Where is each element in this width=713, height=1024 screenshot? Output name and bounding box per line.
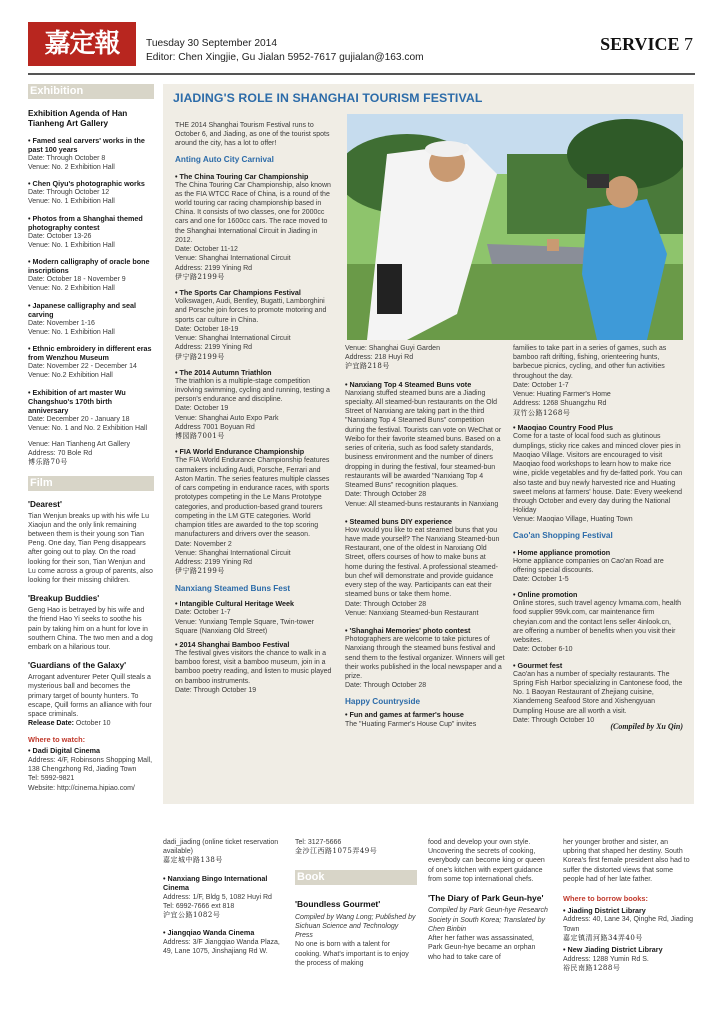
cinema-list — [28, 746, 154, 792]
farmer-venue: Venue: Huating Farmer's Home — [513, 391, 611, 399]
anting-event-line: Venue: Shanghai International Circuit — [175, 549, 291, 557]
exhibition-item-title: • Photos from a Shanghai themed photography contest — [28, 213, 143, 232]
anting-event-address-cn: 伊宁路2199号 — [175, 567, 225, 576]
cinema-line: Tel: 6992-7666 ext 818 — [163, 902, 235, 910]
exhibition-item-title: • Chen Qiyu's photographic works — [28, 179, 145, 189]
guyi-address-cn: 沪宜路218号 — [345, 362, 390, 371]
guyi-address: Address: 218 Huyi Rd — [345, 354, 414, 362]
exhibition-heading: Exhibition Agenda of Han Tianheng Art Gallery — [28, 109, 128, 128]
farmer-text: families to take part in a series of games, such as bamboo raft drifting, fishing, orienteering hunts, barbecue picnics, cycling, and other fun activities throughout the day. — [513, 345, 667, 380]
anting-event-line: Address: 2199 Yining Rd — [175, 558, 253, 566]
page-number: 7 — [684, 34, 693, 54]
book-1-title: 'Boundless Gourmet' — [295, 899, 381, 910]
film-section-bar: Film — [28, 476, 154, 491]
nanxiang-bun-event-title: • 'Shanghai Memories' photo contest — [345, 626, 471, 636]
book-1-text-cont: food and develop your own style. Uncovering the secrets of cooking, everybody can become king or queen of one's kitchen with expert guidance from some top international chefs. — [428, 839, 545, 883]
book-2 — [428, 893, 550, 962]
exhibition-item-line: Venue: No. 2 Exhibition Hall — [28, 285, 115, 293]
release-line — [28, 719, 154, 728]
anting-heading: Anting Auto City Carnival — [175, 154, 274, 164]
exhibition-item — [28, 257, 154, 293]
nanxiang-event-body: The festival gives visitors the chance to walk in a bamboo forest, visit a bamboo museum, join in a bamboo poetry reading, and listen to music played on bamboo instruments. — [175, 649, 332, 685]
anting-event-body: The triathlon is a multiple-stage competition involving swimming, cycling and running, testing a person's endurance and discipline. — [175, 377, 330, 404]
film-title: 'Guardians of the Galaxy' — [28, 661, 127, 671]
borrow-heading: Where to borrow books: — [563, 894, 648, 904]
anting-event-line: Venue: Shanghai Auto Expo Park — [175, 414, 279, 422]
library-line: Address: 40, Lane 34, Qinghe Rd, Jiading Town — [563, 916, 693, 933]
book-1 — [295, 899, 417, 968]
newspaper-logo: 嘉定報 — [28, 22, 136, 66]
dadi-address-cn: 嘉定城中路138号 — [163, 856, 223, 865]
exhibition-item-title: • Exhibition of art master Wu Changshuo's 170th birth anniversary — [28, 387, 126, 415]
dadi-website-cont: dadi_jiading (online ticket reservation available) — [163, 839, 279, 856]
festival-title: JIADING'S ROLE IN SHANGHAI TOURISM FESTIVAL — [173, 91, 483, 105]
library-item — [563, 906, 693, 943]
nanxiang-bun-event-line: Date: Through October 28 — [345, 682, 427, 690]
exhibition-item — [28, 344, 154, 380]
section-title — [600, 33, 693, 57]
cinema-name: • Dadi Digital Cinema — [28, 746, 101, 756]
nanxiang-event-title: • 2014 Shanghai Bamboo Festival — [175, 639, 290, 649]
anting-event-title: • The 2014 Autumn Triathlon — [175, 367, 272, 377]
cinema-line: Website: http://cinema.hipiao.com/ — [28, 784, 135, 792]
issue-date: Tuesday 30 September 2014 — [146, 38, 278, 49]
exhibition-item-title: • Famed seal carvers' works in the past 100 years — [28, 135, 145, 154]
festival-column-a — [175, 121, 335, 695]
exhibition-item — [28, 301, 154, 337]
left-column — [28, 84, 154, 793]
exhibition-item-line: Date: December 20 - January 18 — [28, 415, 130, 423]
anting-event-body: The FIA World Endurance Championship features carmakers including Audi, Porsche, Ferrari and Aston Martin. The series features multiple classes of cars competing in endurance races, with sports prototypes competing in the Le Mans Prototype categories, and production-based grand tourers competing in the LM GTE categories. World champion titles are awarded to the top scoring manufacturers and drivers over the season. — [175, 457, 330, 539]
festival-column-c — [513, 344, 683, 733]
exhibition-item — [28, 388, 154, 433]
header-rule — [28, 73, 695, 75]
anting-event-line: Date: November 2 — [175, 540, 232, 548]
anting-event-title: • The Sports Car Champions Festival — [175, 288, 301, 298]
film-book-column — [295, 838, 417, 968]
compiled-credit: (Compiled by Xu Qin) — [610, 722, 683, 732]
anting-event-line: Date: October 18-19 — [175, 325, 239, 333]
gallery-address: Address: 70 Bole Rd — [28, 450, 93, 458]
exhibition-item — [28, 179, 154, 206]
anting-event-line: Address: 2199 Yining Rd — [175, 344, 253, 352]
library-list — [563, 906, 693, 973]
where-to-watch: Where to watch: — [28, 734, 86, 744]
library-line: Address: 1288 Yumin Rd S. — [563, 955, 649, 963]
gallery-address-cn: 博乐路70号 — [28, 458, 68, 467]
exhibition-item — [28, 214, 154, 250]
caoan-event-line: Date: October 1-5 — [513, 576, 569, 584]
library-address-cn: 嘉定镇清河路34弄40号 — [563, 933, 643, 942]
anting-event — [175, 288, 335, 362]
maoqiao-body: Come for a taste of local food such as glutinous dumplings, sticky rice cakes and minced clover pies in Maoqiao Village. Visitors are encouraged to visit Maoqiao food workshops to learn how to make rice wine, pickle vegetables and fry de-fatted pork. You can also taste and buy newly harvested rice and Huating sweet melons at farmers' house. Date: Every weekend through October and every day during the National Holiday — [513, 433, 683, 515]
library-item — [563, 945, 693, 973]
exhibition-item-title: • Modern calligraphy of oracle bone inscriptions — [28, 257, 150, 276]
wanda-address-cn: 金沙江西路1075弄49号 — [295, 847, 378, 856]
exhibition-item-line: Venue: No. 1 Exhibition Hall — [28, 241, 115, 249]
gallery-info — [28, 440, 154, 468]
anting-event — [175, 172, 335, 283]
anting-event-title: • The China Touring Car Championship — [175, 171, 309, 181]
anting-event-line: Date: October 19 — [175, 405, 229, 413]
caoan-event-body: Home appliance companies on Cao'an Road are offering special discounts. — [513, 557, 664, 574]
library-address-cn: 裕民南路1288号 — [563, 963, 621, 972]
nanxiang-event-line: Venue: Yunxiang Temple Square, Twin-tower Square (Nanxiang Old Street) — [175, 618, 314, 635]
caoan-event — [513, 548, 683, 585]
exhibition-item-line: Date: November 1-16 — [28, 319, 95, 327]
happy-event-title: • Fun and games at farmer's house — [345, 710, 464, 720]
anting-event-line: Date: October 11-12 — [175, 246, 238, 254]
farmer-date: Date: October 1-7 — [513, 381, 569, 389]
anting-event-line: Address: 2199 Yining Rd — [175, 264, 253, 272]
release-label: Release Date: — [28, 720, 74, 728]
cinema-line: Tel: 5992-9821 — [28, 775, 75, 783]
book-1-credit: Compiled by Wang Long; Published by Sichuan Science and Technology Press — [295, 913, 416, 940]
gallery-venue: Venue: Han Tianheng Art Gallery — [28, 440, 130, 448]
wanda-tel: Tel: 3127-5666 — [295, 839, 342, 846]
nanxiang-bun-event-line: Venue: Nanxiang Steamed-bun Restaurant — [345, 609, 479, 617]
anting-event-address-cn: 伊宁路2199号 — [175, 272, 225, 281]
cinema-name: • Nanxiang Bingo International Cinema — [163, 873, 268, 893]
maoqiao-title: • Maoqiao Country Food Plus — [513, 422, 613, 432]
maoqiao-venue: Venue: Maoqiao Village, Huating Town — [513, 516, 633, 524]
caoan-event-title: • Online promotion — [513, 590, 578, 600]
film-synopsis: Geng Hao is betrayed by his wife and the friend Hao Yi seeks to soothe his pain by taking him on a hunt for love in southern China. The two men and a dog embark on a hilarious tour. — [28, 607, 153, 652]
nanxiang-heading: Nanxiang Steamed Buns Fest — [175, 584, 291, 594]
anting-events — [175, 172, 335, 577]
anting-event-body: The China Touring Car Championship, also known as the FIA WTCC Race of China, is a round of the world touring car racing championship based in China. It consists of two classes, one for 2000cc cars and one for 1600cc cars. The race moved to the Shanghai International Circuit in Jiading in 2012. — [175, 181, 331, 244]
nanxiang-event-line: Date: October 1-7 — [175, 609, 231, 617]
film-item — [28, 500, 154, 586]
nanxiang-bun-event-body: Photographers are welcome to take pictures of Nanxiang through the steamed buns festival and send them to the festival organizer. Winners will get their works published in the local newspaper and a prize. — [345, 636, 505, 681]
happy-countryside-heading: Happy Countryside — [345, 696, 421, 706]
caoan-heading: Cao'an Shopping Festival — [513, 530, 613, 540]
caoan-event-title: • Gourmet fest — [513, 660, 563, 670]
exhibition-item-line: Date: October 18 - November 9 — [28, 276, 126, 284]
mid-events — [345, 380, 505, 691]
book-column-2 — [428, 838, 550, 962]
anting-event-body: Volkswagen, Audi, Bentley, Bugatti, Lamborghini and Porsche join forces to promote motoring and sports car culture in China. — [175, 298, 327, 324]
cinema-address-cn: 沪宜公路1082号 — [163, 911, 221, 920]
cinema-name: • Jiangqiao Wanda Cinema — [163, 928, 255, 938]
nanxiang-bun-event-title: • Steamed buns DIY experience — [345, 516, 453, 526]
cinema-item — [163, 928, 285, 956]
cinema-list-2 — [163, 874, 285, 957]
film-item — [28, 661, 154, 719]
guyi-venue: Venue: Shanghai Guyi Garden — [345, 345, 440, 352]
dateline — [146, 37, 424, 65]
nanxiang-bun-event-body: Nanxiang stuffed steamed buns are a Jiading specialty. All steamed-bun restaurants on the Old Street of Nanxiang are taking part in the third "Nanxiang Top 4 Steamed Buns" competition during the festival. Tourists can vote on WeChat or Weibo for their favorite steamed buns. Based on a series of criteria, such as food safety standards, business environment and the number of diners dropping in during the festival, four steamed-bun restaurants will be awarded "Nanxiang Top 4 Steamed Buns" recognition plaques. — [345, 389, 502, 490]
fishing-photo — [347, 114, 683, 340]
caoan-event-title: • Home appliance promotion — [513, 547, 611, 557]
caoan-events — [513, 548, 683, 726]
book-section-bar: Book — [295, 870, 417, 885]
anting-event-address-cn: 伊宁路2199号 — [175, 352, 225, 361]
anting-event-line: Venue: Shanghai International Circuit — [175, 335, 291, 343]
nanxiang-bun-event-body: How would you like to eat steamed buns that you have made yourself? The Nanxiang Steamed-bun Restaurant, one of the oldest in Nanxiang Old Street, offers courses of how to make buns at home during the festival. A professional steamed-bun chef will demonstrate and provide guidance every step of the way. Participants can eat their steamed buns or take them home. — [345, 526, 500, 599]
caoan-event-body: Online stores, such travel agency lvmama.com, health food supplier 99vk.com, car maintenance firm cheyian.com and the contact lens seller 4inlook.cn, are offering a number of benefits when you visit their websites. — [513, 600, 682, 645]
exhibition-item-line: Date: Through October 8 — [28, 154, 106, 162]
nanxiang-bun-event — [345, 626, 505, 690]
book-2-text-cont: her younger brother and sister, an upbring that shaped her destiny. South Korea's first female president also had to suffer the distorted views that some people had of her late father. — [563, 839, 690, 883]
exhibition-item-line: Venue: No. 1 and No. 2 Exhibition Hall — [28, 424, 148, 432]
nanxiang-event — [175, 599, 335, 636]
book-2-text: After her father was assassinated, Park Geun-hye became an orphan who had to take care of — [428, 935, 536, 961]
farmer-address: Address: 1268 Shuangzhu Rd — [513, 400, 607, 408]
exhibition-item-line: Venue: No. 1 Exhibition Hall — [28, 328, 115, 336]
happy-event-body: The "Huating Farmer's House Cup" invites — [345, 720, 477, 728]
exhibition-list — [28, 136, 154, 433]
book-1-text: No one is born with a talent for cooking. What's important is to enjoy the process of making — [295, 941, 409, 967]
nanxiang-event-title: • Intangible Cultural Heritage Week — [175, 599, 295, 609]
festival-column-b — [345, 344, 505, 729]
exhibition-section-bar: Exhibition — [28, 84, 154, 99]
farmer-address-cn: 双竹公路1268号 — [513, 408, 571, 417]
exhibition-item-line: Venue: No. 2 Exhibition Hall — [28, 163, 115, 171]
library-name: • Jiading District Library — [563, 905, 646, 915]
exhibition-item-line: Venue: No. 1 Exhibition Hall — [28, 198, 115, 206]
film-synopsis: Tian Wenjun breaks up with his wife Lu Xiaojun and the only link remaining between them is their young son Tian Peng. One day, Tian Peng disappears after going out to play. On the road looking for their son, Tian Wenjun and Lu come across a group of parents, also looking for their missing children. — [28, 512, 153, 585]
anting-event — [175, 368, 335, 442]
editor-line: Editor: Chen Xingjie, Gu Jialan 5952-7617 gujialan@163.com — [146, 52, 424, 63]
cinema-line: Address: 1/F, Bldg 5, 1082 Huyi Rd — [163, 893, 272, 901]
section-name: SERVICE — [600, 34, 680, 54]
cinema-line: Address: 4/F, Robinsons Shopping Mall, 138 Chengzhong Rd, Jiading Town — [28, 756, 153, 774]
caoan-event-line: Date: October 6-10 — [513, 646, 573, 654]
film-list — [28, 500, 154, 720]
cinema-line: Address: 3/F Jiangqiao Wanda Plaza, 49, Lane 1075, Jinshajiang Rd W. — [163, 938, 280, 956]
film-item — [28, 594, 154, 652]
nanxiang-bun-event-line: Date: Through October 28 — [345, 600, 427, 608]
book-2-credit: Compiled by Park Geun-hye Research Society in South Korea; Translated by Chen Binbin — [428, 907, 548, 933]
book-2-title: 'The Diary of Park Geun-hye' — [428, 893, 544, 904]
exhibition-item-title: • Japanese calligraphy and seal carving — [28, 300, 136, 319]
exhibition-item — [28, 136, 154, 172]
film-title: 'Dearest' — [28, 499, 62, 509]
caoan-event-body: Cao'an has a number of specialty restaurants. The Spring Fish Harbor specializing in Cantonese food, the No. 1 Baoyan Restaurant of Zhejiang cuisine, Xiandemeng Seafood Store and Xishengyuan Dumpling House are all worth a visit. — [513, 670, 683, 715]
anting-event-title: • FIA World Endurance Championship — [175, 447, 305, 457]
film-column-2 — [163, 838, 285, 956]
anting-event-address-cn: 博园路7001号 — [175, 432, 225, 441]
nanxiang-bun-event-line: Venue: All steamed-buns restaurants in Nanxiang — [345, 500, 499, 508]
anting-event-line: Address 7001 Boyuan Rd — [175, 423, 255, 431]
anting-event — [175, 447, 335, 576]
festival-box — [163, 84, 694, 804]
cinema-item — [163, 874, 285, 921]
exhibition-item-line: Date: October 13-26 — [28, 232, 92, 240]
nanxiang-events — [175, 599, 335, 695]
exhibition-item-line: Date: Through October 12 — [28, 189, 110, 197]
exhibition-item-line: Venue: No.2 Exhibition Hall — [28, 372, 113, 380]
caoan-event — [513, 661, 683, 725]
release-value: October 10 — [75, 720, 111, 728]
nanxiang-bun-event-line: Date: Through October 28 — [345, 491, 427, 499]
caoan-event-line: Date: Through October 10 — [513, 716, 595, 724]
caoan-event — [513, 590, 683, 654]
exhibition-item-title: • Ethnic embroidery in different eras from Wenzhou Museum — [28, 344, 152, 363]
anting-event-line: Venue: Shanghai International Circuit — [175, 255, 291, 263]
nanxiang-bun-event-title: • Nanxiang Top 4 Steamed Buns vote — [345, 379, 472, 389]
cinema-item — [28, 746, 154, 792]
nanxiang-event-line: Date: Through October 19 — [175, 686, 257, 694]
film-synopsis: Arrogant adventurer Peter Quill steals a mysterious ball and becomes the primary target of bounty hunters. To escape, Quill forms an alliance with four space criminals. — [28, 674, 152, 719]
exhibition-item-line: Date: November 22 - December 14 — [28, 363, 137, 371]
nanxiang-bun-event — [345, 517, 505, 618]
nanxiang-bun-event — [345, 380, 505, 509]
library-name: • New Jiading District Library — [563, 945, 663, 955]
film-title: 'Breakup Buddies' — [28, 594, 100, 604]
nanxiang-event — [175, 640, 335, 695]
book-column-3 — [563, 838, 693, 973]
festival-intro: THE 2014 Shanghai Tourism Festival runs to October 6, and Jiading, as one of the tourist spots around the city, has a lot to offer! — [175, 122, 330, 148]
